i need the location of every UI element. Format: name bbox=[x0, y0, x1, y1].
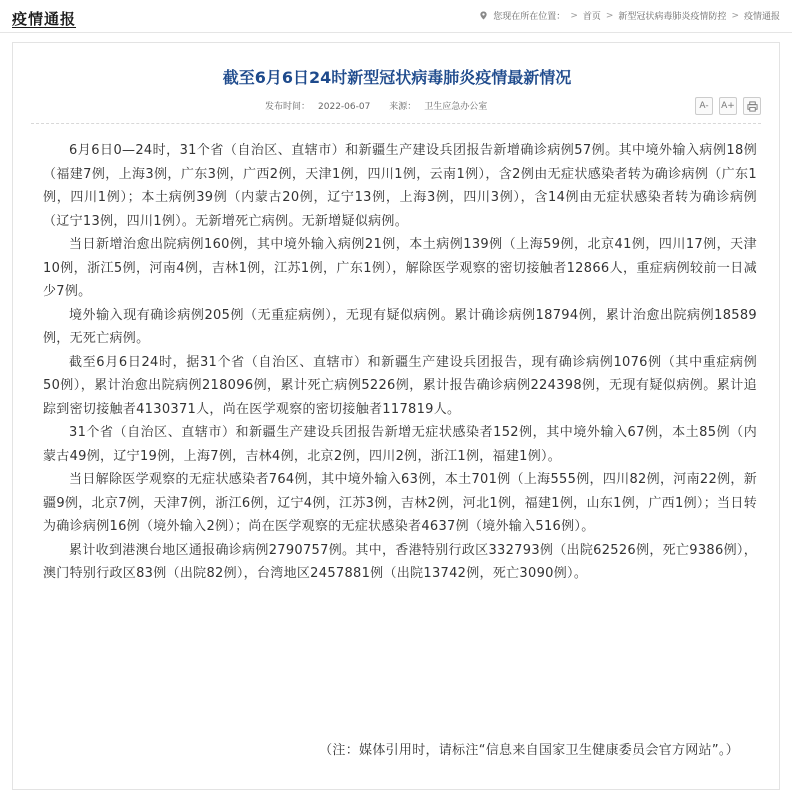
article-body bbox=[43, 139, 757, 586]
breadcrumb-home-link[interactable]: 首页 bbox=[582, 12, 601, 22]
print-button[interactable] bbox=[743, 97, 761, 115]
breadcrumb-current[interactable]: 疫情通报 bbox=[743, 12, 780, 22]
article-meta bbox=[265, 99, 503, 112]
breadcrumb bbox=[479, 9, 780, 22]
printer-icon bbox=[747, 101, 758, 112]
font-smaller-button[interactable]: A- bbox=[695, 97, 713, 115]
divider bbox=[31, 123, 761, 124]
article-source bbox=[389, 102, 495, 112]
source-label: 来源： bbox=[389, 102, 417, 112]
publish-label: 发布时间： bbox=[265, 102, 311, 112]
breadcrumb-separator: > bbox=[570, 10, 578, 21]
paragraph: 截至6月6日24时，据31个省（自治区、直辖市）和新疆生产建设兵团报告，现有确诊病例1076例（其中重症病例50例），累计治愈出院病例218096例，累计死亡病例5226例，累计报告确诊病例224398例，无现有疑似病例。累计追踪到密切接触者4130371人，尚在医学观察的密切接触者117819人。 bbox=[43, 354, 757, 417]
breadcrumb-separator: > bbox=[731, 10, 739, 21]
media-citation-note: （注：媒体引用时，请标注“信息来自国家卫生健康委员会官方网站”。） bbox=[319, 743, 739, 758]
breadcrumb-category-link[interactable]: 新型冠状病毒肺炎疫情防控 bbox=[618, 12, 727, 22]
top-bar bbox=[0, 0, 792, 33]
paragraph: 6月6日0—24时，31个省（自治区、直辖市）和新疆生产建设兵团报告新增确诊病例57例。其中境外输入病例18例（福建7例，上海3例，广东3例，广西2例，天津1例，四川1例，云南1例），含2例由无症状感染者转为确诊病例（广东1例，四川1例）；本土病例39例（内蒙古20例，辽宁13例，上海3例，四川3例），含14例由无症状感染者转为确诊病例（辽宁13例，四川1例）。无新增死亡病例。无新增疑似病例。 bbox=[43, 143, 757, 229]
font-larger-button[interactable]: A+ bbox=[719, 97, 737, 115]
paragraph: 当日新增治愈出院病例160例，其中境外输入病例21例，本土病例139例（上海59例，北京41例，四川17例，天津10例，浙江5例，河南4例，吉林1例，江苏1例，广东1例），解除医学观察的密切接触者12866人，重症病例较前一日减少7例。 bbox=[43, 237, 757, 299]
location-pin-icon bbox=[479, 11, 488, 20]
publish-time bbox=[265, 102, 378, 112]
paragraph: 境外输入现有确诊病例205例（无重症病例），无现有疑似病例。累计确诊病例18794例，累计治愈出院病例18589例，无死亡病例。 bbox=[43, 307, 757, 346]
source-value: 卫生应急办公室 bbox=[424, 102, 488, 112]
section-title: 疫情通报 bbox=[12, 10, 77, 28]
paragraph: 累计收到港澳台地区通报确诊病例2790757例。其中，香港特别行政区332793例（出院62526例，死亡9386例），澳门特别行政区83例（出院82例），台湾地区2457881例（出院13742例，死亡3090例）。 bbox=[43, 542, 757, 581]
breadcrumb-prefix: 您现在所在位置： bbox=[493, 12, 566, 22]
article-panel bbox=[12, 42, 780, 790]
paragraph: 当日解除医学观察的无症状感染者764例，其中境外输入63例，本土701例（上海555例，四川82例，河南22例，新疆9例，北京7例，天津7例，浙江6例，辽宁4例，江苏3例，吉林2例，河北1例，福建1例，山东1例，广西1例）；当日转为确诊病例16例（境外输入2例）；尚在医学观察的无症状感染者4637例（境外输入516例）。 bbox=[43, 472, 757, 534]
article-tools bbox=[695, 97, 761, 115]
breadcrumb-separator: > bbox=[605, 10, 614, 21]
paragraph: 31个省（自治区、直辖市）和新疆生产建设兵团报告新增无症状感染者152例，其中境外输入67例，本土85例（内蒙古49例，辽宁19例，上海7例，吉林4例，北京2例，四川2例，浙江1例，福建1例）。 bbox=[43, 425, 757, 464]
article-title: 截至6月6日24时新型冠状病毒肺炎疫情最新情况 bbox=[222, 68, 572, 87]
publish-date: 2022-06-07 bbox=[318, 102, 371, 112]
